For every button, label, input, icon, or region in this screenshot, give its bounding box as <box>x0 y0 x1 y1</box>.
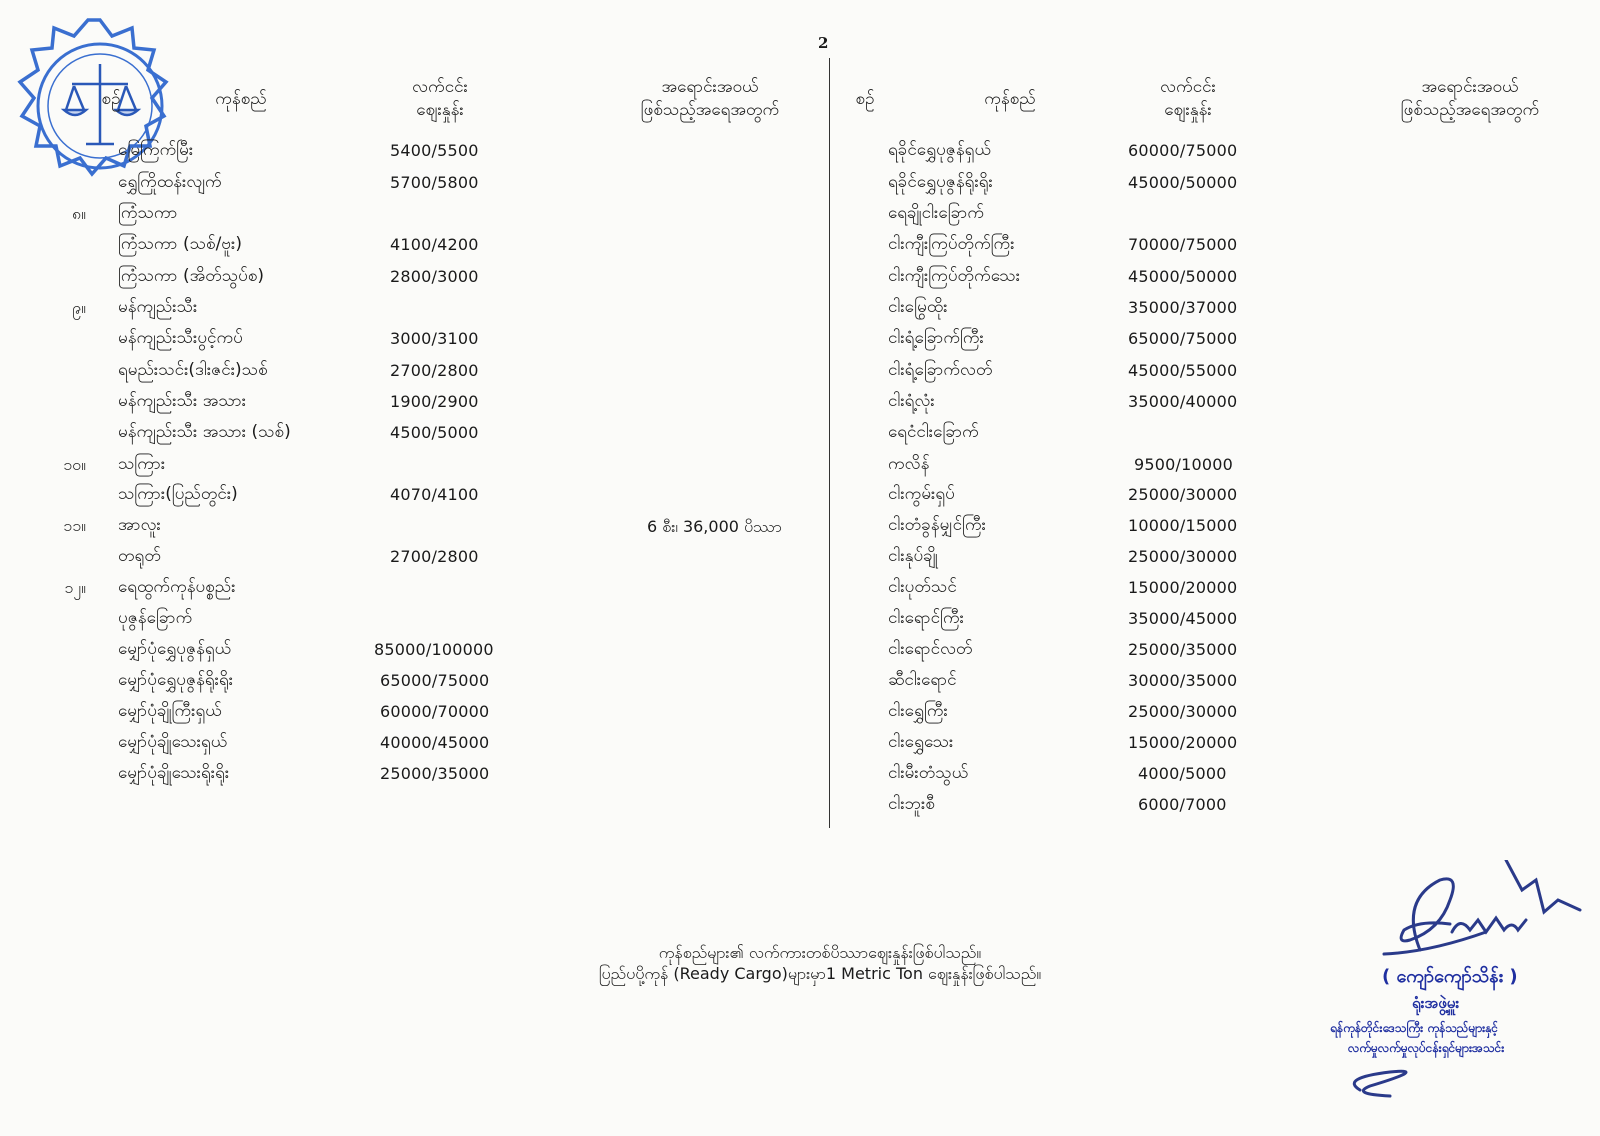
item-price: 4070/4100 <box>390 485 479 504</box>
table-row <box>46 136 806 166</box>
table-row <box>46 697 806 727</box>
item-price: 25000/30000 <box>1128 702 1238 721</box>
item-name: ငါးရံ့ခြောက်လတ် <box>888 360 993 380</box>
item-name: ဆီငါးရောင် <box>888 670 957 690</box>
right-header-price-line1: လက်ငင်း <box>1160 77 1216 97</box>
table-row <box>888 168 1568 198</box>
item-name: ရခိုင်ရွှေပုဇွန်ရိုးရိုး <box>888 172 993 192</box>
table-row <box>888 230 1568 260</box>
footer-note <box>520 942 1120 984</box>
item-name: မျှော်ပုံရွှေပုဇွန်ရှယ် <box>118 639 232 659</box>
item-price: 25000/30000 <box>1128 485 1238 504</box>
right-header-serial: စဉ် <box>855 89 875 109</box>
right-header-item: ကုန်စည် <box>984 89 1036 109</box>
table-row <box>46 387 806 417</box>
item-name: ငါးဘူးစီ <box>888 794 935 814</box>
left-header-remark-line2: ဖြစ်သည့်အရေအတွက် <box>640 100 780 120</box>
item-name: ကြံသကာ (အိတ်သွပ်စ) <box>118 266 265 286</box>
item-price: 4100/4200 <box>390 235 479 254</box>
table-row <box>888 604 1568 634</box>
item-price: 25000/30000 <box>1128 547 1238 566</box>
table-row <box>46 573 806 603</box>
item-name: ရေချိုငါးခြောက် <box>888 203 984 223</box>
table-row <box>46 199 806 229</box>
page-number: 2 <box>818 34 829 52</box>
signatory-name: ( ကျော်ကျော်သိန်း ) <box>1382 966 1518 987</box>
item-price: 60000/70000 <box>380 702 490 721</box>
item-price: 3000/3100 <box>390 329 479 348</box>
item-name: ကြံသကာ <box>118 203 178 223</box>
table-row <box>888 511 1568 541</box>
table-row <box>888 790 1568 820</box>
item-price: 45000/50000 <box>1128 267 1238 286</box>
item-price: 2700/2800 <box>390 361 479 380</box>
signatory-title: ရုံးအဖွဲ့မှူး <box>1412 994 1460 1012</box>
item-name: ငါးရောင်လတ် <box>888 639 973 659</box>
item-name: သကြား <box>118 454 166 474</box>
item-price: 9500/10000 <box>1134 455 1234 474</box>
table-row <box>888 199 1568 229</box>
item-name: မျှော်ပုံချိုသေးရိုးရိုး <box>118 763 230 783</box>
item-price: 4000/5000 <box>1138 764 1227 783</box>
right-header-price-line2: ဈေးနှုန်း <box>1164 100 1212 120</box>
footer-note-line2: ပြည်ပပို့ကုန် (Ready Cargo)များမှာ1 Metric Ton ဈေးနှုန်းဖြစ်ပါသည်။ <box>598 964 1042 983</box>
row-number: ၁၂။ <box>64 578 86 597</box>
item-name: မန်ကျည်းသီး အသား <box>118 391 247 411</box>
table-row <box>46 666 806 696</box>
item-name: သကြား(ပြည်တွင်း) <box>118 484 238 504</box>
item-price: 2800/3000 <box>390 267 479 286</box>
table-row <box>888 666 1568 696</box>
item-name: ငါးမြွေထိုး <box>888 297 948 317</box>
item-price: 85000/100000 <box>374 640 494 659</box>
table-row <box>46 728 806 758</box>
left-header-serial: စဉ် <box>101 89 121 109</box>
item-name: တရုတ် <box>118 546 161 566</box>
table-row <box>46 450 806 480</box>
row-number: ၁၁။ <box>63 516 86 535</box>
table-row <box>46 480 806 510</box>
left-header-price <box>390 76 490 122</box>
table-row <box>888 542 1568 572</box>
table-row <box>888 324 1568 354</box>
table-row <box>46 759 806 789</box>
item-price: 25000/35000 <box>1128 640 1238 659</box>
item-name: ရခိုင်ရွှေပုဇွန်ရှယ် <box>888 140 991 160</box>
table-row <box>46 635 806 665</box>
item-price: 6000/7000 <box>1138 795 1227 814</box>
item-price: 65000/75000 <box>1128 329 1238 348</box>
item-name: ပုဇွန်ခြောက် <box>118 608 193 628</box>
signatory-organization-line1: ရန်ကုန်တိုင်းဒေသကြီး ကုန်သည်များနှင့် <box>1330 1021 1499 1035</box>
item-name: ငါးပုတ်သင် <box>888 577 957 597</box>
table-row <box>888 418 1568 448</box>
item-name: မျှော်ပုံချိုကြီးရှယ် <box>118 701 222 721</box>
left-header-item: ကုန်စည် <box>215 89 267 109</box>
item-name: ငါးနုပ်ချို <box>888 546 938 566</box>
item-name: ကြံသကာ (သစ်/ဗူး) <box>118 234 242 254</box>
item-name: ငါးကွမ်းရှပ် <box>888 484 955 504</box>
item-name: ငါးရောင်ကြီး <box>888 608 964 628</box>
table-row <box>888 635 1568 665</box>
item-name: မြေကြက်မြီး <box>118 140 194 160</box>
item-name: မန်ကျည်းသီးပွင့်ကပ် <box>118 328 243 348</box>
item-name: ငါးရံ့ခြောက်ကြီး <box>888 328 984 348</box>
table-row <box>46 356 806 386</box>
table-row <box>46 262 806 292</box>
item-price: 40000/45000 <box>380 733 490 752</box>
table-row <box>46 418 806 448</box>
table-row <box>46 168 806 198</box>
row-number: ၁၀။ <box>63 455 86 474</box>
item-price: 1900/2900 <box>390 392 479 411</box>
left-header-remark-line1: အရောင်းအဝယ် <box>661 77 759 97</box>
item-name: ငါးရွှေကြီး <box>888 701 948 721</box>
footer-note-line1: ကုန်စည်များ၏ လက်ကားတစ်ပိဿာဈေးနှုန်းဖြစ်ပါသည်။ <box>658 943 982 962</box>
right-header-remark <box>1380 76 1560 122</box>
item-name: ငါးရွှေသေး <box>888 732 954 752</box>
item-name: အာလူး <box>118 515 161 535</box>
table-row <box>46 604 806 634</box>
table-row <box>888 573 1568 603</box>
item-name: ရေငံငါးခြောက် <box>888 422 979 442</box>
signatory-organization <box>1330 1018 1504 1058</box>
item-price: 10000/15000 <box>1128 516 1238 535</box>
table-row <box>46 511 806 541</box>
column-divider <box>829 58 830 828</box>
item-name: မျှော်ပုံရွှေပုဇွန်ရိုးရိုး <box>118 670 234 690</box>
item-name: ငါးမီးတံသွယ် <box>888 763 969 783</box>
item-price: 45000/55000 <box>1128 361 1238 380</box>
item-price: 25000/35000 <box>380 764 490 783</box>
table-row <box>46 324 806 354</box>
item-price: 5700/5800 <box>390 173 479 192</box>
right-header-remark-line1: အရောင်းအဝယ် <box>1421 77 1519 97</box>
right-header-remark-line2: ဖြစ်သည့်အရေအတွက် <box>1400 100 1540 120</box>
item-price: 15000/20000 <box>1128 578 1238 597</box>
right-header-price <box>1138 76 1238 122</box>
item-price: 35000/45000 <box>1128 609 1238 628</box>
item-price: 30000/35000 <box>1128 671 1238 690</box>
table-row <box>888 262 1568 292</box>
item-price: 5400/5500 <box>390 141 479 160</box>
table-row <box>888 356 1568 386</box>
item-name: မန်ကျည်းသီး <box>118 297 198 317</box>
item-name: ရေထွက်ကုန်ပစ္စည်း <box>118 577 236 597</box>
item-name: ရမည်းသင်း(ဒါးဇင်း)သစ် <box>118 360 268 380</box>
item-price: 15000/20000 <box>1128 733 1238 752</box>
item-name: ငါးကျီးကြပ်တိုက်သေး <box>888 266 1021 286</box>
item-name: ငါးတံခွန်မျှင်ကြီး <box>888 515 986 535</box>
table-row <box>46 230 806 260</box>
item-note: 6 စီး၊ 36,000 ပိဿာ <box>647 517 782 536</box>
item-price: 35000/37000 <box>1128 298 1238 317</box>
item-name: ငါးကျီးကြပ်တိုက်ကြီး <box>888 234 1015 254</box>
row-number: ၈။ <box>72 204 86 223</box>
item-price: 60000/75000 <box>1128 141 1238 160</box>
item-name: ရွှေကြိုထန်းလျက် <box>118 172 222 192</box>
signatory-organization-line2: လက်မှုလက်မှုလုပ်ငန်းရှင်များအသင်း <box>1348 1041 1505 1055</box>
table-row <box>46 542 806 572</box>
table-row <box>888 387 1568 417</box>
item-name: မျှော်ပုံချိုသေးရှယ် <box>118 732 228 752</box>
table-row <box>888 759 1568 789</box>
left-header-price-line2: ဈေးနှုန်း <box>416 100 464 120</box>
item-price: 70000/75000 <box>1128 235 1238 254</box>
row-number: ၉။ <box>72 298 86 317</box>
item-price: 4500/5000 <box>390 423 479 442</box>
table-row <box>46 293 806 323</box>
left-header-price-line1: လက်ငင်း <box>412 77 468 97</box>
table-row <box>888 697 1568 727</box>
table-row <box>888 450 1568 480</box>
left-header-remark <box>620 76 800 122</box>
item-name: ငါးရံ့လုံး <box>888 391 935 411</box>
item-name: ကလိန် <box>888 454 930 474</box>
item-price: 2700/2800 <box>390 547 479 566</box>
table-row <box>888 728 1568 758</box>
table-row <box>888 293 1568 323</box>
item-price: 45000/50000 <box>1128 173 1238 192</box>
table-row <box>888 136 1568 166</box>
item-price: 35000/40000 <box>1128 392 1238 411</box>
item-price: 65000/75000 <box>380 671 490 690</box>
signature-block <box>1300 860 1600 1130</box>
table-row <box>888 480 1568 510</box>
item-name: မန်ကျည်းသီး အသား (သစ်) <box>118 422 291 442</box>
